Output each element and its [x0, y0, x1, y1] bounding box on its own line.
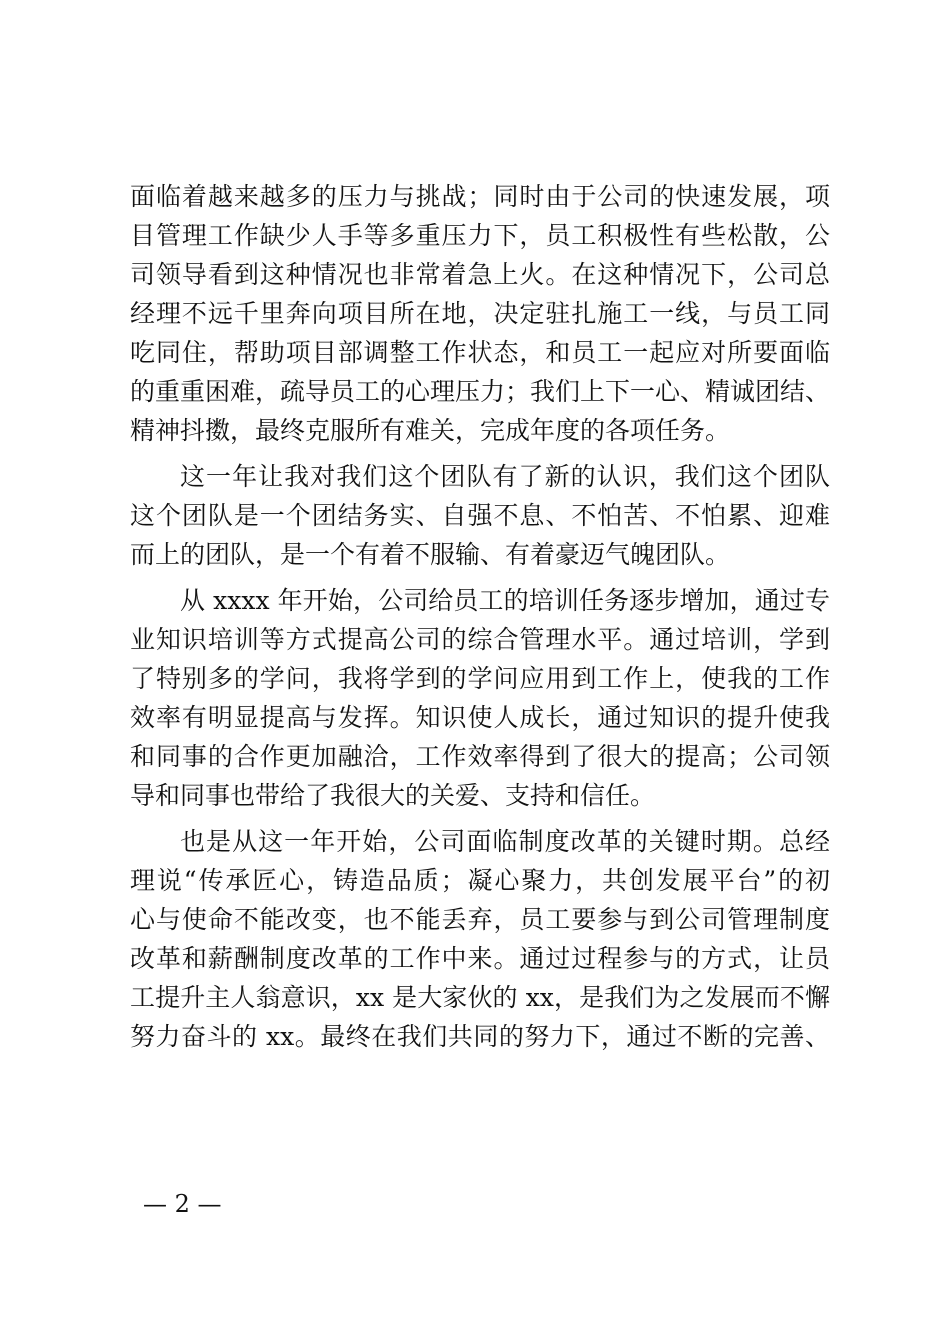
paragraph-line: 而上的团队，是一个有着不服输、有着豪迈气魄团队。 — [130, 540, 731, 569]
paragraph-line: 努力奋斗的 xx。最终在我们共同的努力下，通过不断的完善、 — [130, 1022, 830, 1051]
paragraph-line: 精神抖擞，最终克服所有难关，完成年度的各项任务。 — [130, 416, 731, 445]
paragraph-line: 经理不远千里奔向项目所在地，决定驻扎施工一线，与员工同 — [130, 299, 830, 328]
paragraph-line: 这个团队是一个团结务实、自强不息、不怕苦、不怕累、迎难 — [130, 501, 830, 530]
paragraph-line: 面临着越来越多的压力与挑战；同时由于公司的快速发展，项 — [130, 182, 830, 211]
paragraph-line: 了特别多的学问，我将学到的学问应用到工作上，使我的工作 — [130, 664, 830, 693]
paragraph-line: 目管理工作缺少人手等多重压力下，员工积极性有些松散，公 — [130, 221, 830, 250]
page-number: — 2 — — [143, 1190, 222, 1218]
paragraph-line: 业知识培训等方式提高公司的综合管理水平。通过培训，学到 — [130, 625, 830, 654]
paragraph-line: 改革和薪酬制度改革的工作中来。通过过程参与的方式，让员 — [130, 944, 830, 973]
paragraph-line: 从 xxxx 年开始，公司给员工的培训任务逐步增加，通过专 — [180, 586, 830, 615]
paragraph-line: 心与使命不能改变，也不能丢弃，员工要参与到公司管理制度 — [130, 905, 830, 934]
paragraph-line: 理说“传承匠心，铸造品质；凝心聚力，共创发展平台”的初 — [130, 866, 830, 895]
paragraph-line: 也是从这一年开始，公司面临制度改革的关键时期。总经 — [180, 827, 830, 856]
paragraph-line: 工提升主人翁意识，xx 是大家伙的 xx，是我们为之发展而不懈 — [130, 983, 830, 1012]
paragraph-line: 导和同事也带给了我很大的关爱、支持和信任。 — [130, 781, 656, 810]
paragraph-line: 的重重困难，疏导员工的心理压力；我们上下一心、精诚团结、 — [130, 377, 831, 406]
paragraph-line: 和同事的合作更加融洽，工作效率得到了很大的提高；公司领 — [130, 742, 830, 771]
paragraph-line: 司领导看到这种情况也非常着急上火。在这种情况下，公司总 — [130, 260, 830, 289]
paragraph-line: 这一年让我对我们这个团队有了新的认识，我们这个团队 — [180, 462, 830, 491]
paragraph-line: 吃同住，帮助项目部调整工作状态，和员工一起应对所要面临 — [130, 338, 830, 367]
paragraph-line: 效率有明显提高与发挥。知识使人成长，通过知识的提升使我 — [130, 703, 830, 732]
